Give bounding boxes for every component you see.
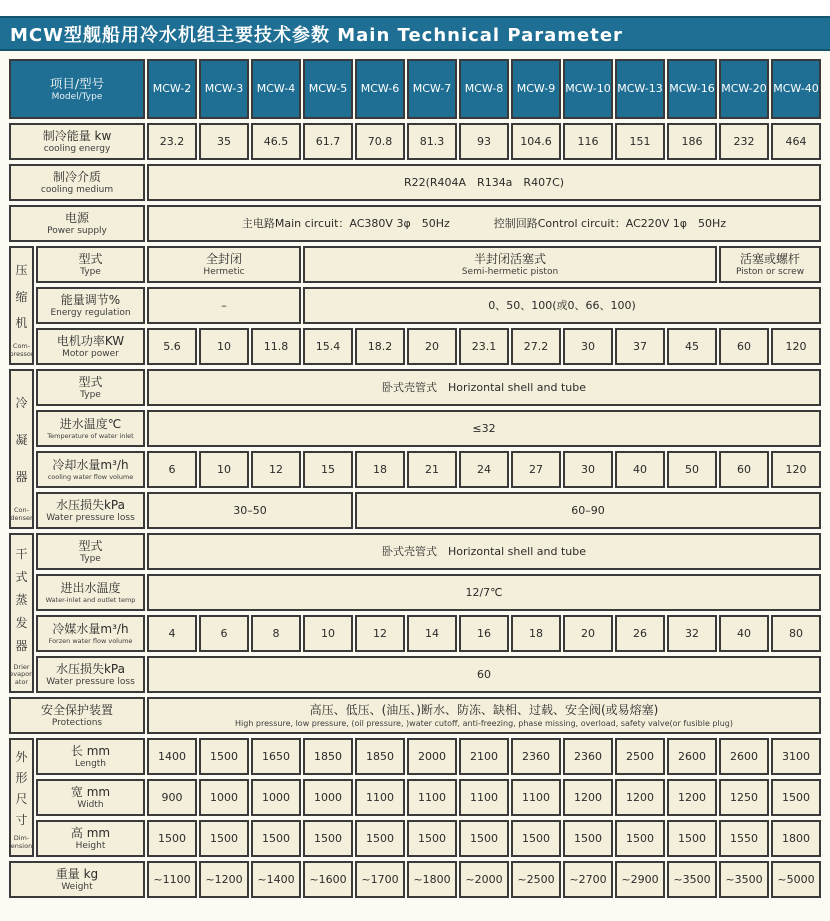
row-cells	[146, 449, 822, 490]
table-cell: 104.6	[511, 123, 561, 160]
row-cells	[146, 203, 822, 244]
row-label	[36, 410, 145, 447]
row-cells	[146, 326, 822, 367]
table-cell: 1250	[719, 779, 769, 816]
parameter-table	[8, 57, 822, 900]
table-row	[8, 121, 822, 162]
table-cell: 2600	[719, 738, 769, 775]
table-cell: MCW-3	[199, 59, 249, 119]
table-cell: 1500	[303, 820, 353, 857]
row-label-zh: 冷却水量m³/h	[52, 457, 129, 472]
page-title: MCW型舰船用冷水机组主要技术参数 Main Technical Parameter	[0, 16, 830, 51]
table-cell: MCW-5	[303, 59, 353, 119]
table-row	[8, 695, 822, 736]
table-cell: 120	[771, 451, 821, 488]
table-cell: 32	[667, 615, 717, 652]
table-section	[8, 57, 822, 244]
table-cell: 10	[199, 451, 249, 488]
row-label-en: Power supply	[47, 226, 107, 237]
table-cell: 4	[147, 615, 197, 652]
group-label-char: 器	[15, 639, 28, 654]
row-label-zh: 项目/型号	[49, 75, 105, 91]
table-section	[8, 531, 822, 695]
group-label-char: 器	[15, 469, 28, 484]
table-cell: 1500	[407, 820, 457, 857]
table-cell: 1500	[147, 820, 197, 857]
table-cell: 1000	[303, 779, 353, 816]
table-cell: MCW-2	[147, 59, 197, 119]
table-cell: MCW-40	[771, 59, 821, 119]
table-cell: 1100	[407, 779, 457, 816]
row-label	[36, 533, 145, 570]
section-rows	[35, 531, 822, 695]
row-label-zh: 电机功率KW	[56, 333, 125, 348]
row-label-en: Forzen water flow volume	[48, 636, 133, 645]
table-cell: 18	[511, 615, 561, 652]
group-label-en	[9, 664, 34, 688]
table-cell: 15	[303, 451, 353, 488]
section-rows	[8, 695, 822, 736]
table-cell: 11.8	[251, 328, 301, 365]
group-label-en	[11, 835, 32, 852]
table-cell: ~2900	[615, 861, 665, 898]
table-cell: 30	[563, 328, 613, 365]
row-label-en: Water pressure loss	[46, 677, 135, 688]
group-label	[9, 369, 34, 529]
table-cell: 46.5	[251, 123, 301, 160]
table-cell: 60	[147, 656, 821, 693]
row-cells	[146, 572, 822, 613]
table-cell: 卧式壳管式 Horizontal shell and tube	[147, 533, 821, 570]
table-row	[35, 572, 822, 613]
group-label-char: 寸	[15, 813, 28, 828]
row-label-en: Type	[80, 390, 101, 401]
table-cell: 27	[511, 451, 561, 488]
table-cell: 186	[667, 123, 717, 160]
group-label-char: 凝	[15, 433, 28, 448]
row-label-zh: 水压损失kPa	[55, 497, 125, 512]
table-section	[8, 367, 822, 531]
row-cells	[146, 777, 822, 818]
table-cell: 1850	[355, 738, 405, 775]
table-cell: 1500	[199, 820, 249, 857]
table-section	[8, 859, 822, 900]
table-cell: 93	[459, 123, 509, 160]
table-cell-zh: 高压、低压、(油压、)断水、防冻、缺相、过载、安全阀(或易熔塞)	[309, 703, 659, 718]
row-cells	[146, 244, 822, 285]
table-cell	[147, 246, 301, 283]
table-cell: ~1800	[407, 861, 457, 898]
table-cell: 2360	[511, 738, 561, 775]
table-cell: 24	[459, 451, 509, 488]
group-label-zh	[15, 251, 27, 343]
table-cell-en: Semi-hermetic piston	[461, 267, 559, 278]
table-cell: MCW-8	[459, 59, 509, 119]
table-row	[8, 162, 822, 203]
table-cell: 1500	[355, 820, 405, 857]
row-label	[36, 492, 145, 529]
row-label-en: Height	[75, 841, 106, 852]
row-label-zh: 进水温度℃	[59, 416, 122, 431]
row-cells	[146, 736, 822, 777]
table-cell: 1200	[563, 779, 613, 816]
row-label-en: cooling water flow volume	[47, 472, 134, 481]
table-cell-en: Hermetic	[203, 267, 245, 278]
row-label	[36, 615, 145, 652]
table-row	[35, 449, 822, 490]
table-cell: 1000	[199, 779, 249, 816]
table-cell: 2000	[407, 738, 457, 775]
row-label-en: Water pressure loss	[46, 513, 135, 524]
row-cells	[146, 613, 822, 654]
group-label-char: 式	[15, 570, 28, 585]
table-row	[8, 203, 822, 244]
row-label-zh: 型式	[78, 538, 103, 553]
table-cell: 60–90	[355, 492, 821, 529]
table-cell: MCW-16	[667, 59, 717, 119]
group-label-char: 蒸	[15, 593, 28, 608]
table-cell: MCW-13	[615, 59, 665, 119]
table-cell-zh: 半封闭活塞式	[473, 251, 546, 266]
group-label-char: 缩	[15, 289, 28, 304]
table-cell: ~1400	[251, 861, 301, 898]
row-label	[9, 205, 145, 242]
row-label	[36, 656, 145, 693]
group-label-char: 发	[15, 616, 28, 631]
table-cell	[147, 697, 821, 734]
table-cell: 1500	[667, 820, 717, 857]
table-cell: 1100	[459, 779, 509, 816]
table-row	[35, 736, 822, 777]
row-label-zh: 宽 mm	[70, 784, 111, 799]
table-cell: 8	[251, 615, 301, 652]
table-cell: 81.3	[407, 123, 457, 160]
row-label	[36, 738, 145, 775]
table-cell: 2100	[459, 738, 509, 775]
table-cell: 2500	[615, 738, 665, 775]
row-cells	[146, 654, 822, 695]
table-row	[35, 285, 822, 326]
group-label-char: 机	[15, 315, 28, 330]
group-label-en-line: Con-	[14, 506, 29, 515]
table-cell: 5.6	[147, 328, 197, 365]
table-cell: 21	[407, 451, 457, 488]
row-label	[9, 697, 145, 734]
row-label-zh: 高 mm	[70, 825, 111, 840]
row-label-en: Weight	[61, 882, 93, 893]
table-cell: R22(R404A R134a R407C)	[147, 164, 821, 201]
table-row	[8, 859, 822, 900]
row-label	[36, 574, 145, 611]
row-label-zh: 长 mm	[70, 743, 111, 758]
row-label-zh: 冷媒水量m³/h	[52, 621, 129, 636]
table-cell: 1500	[563, 820, 613, 857]
group-label-char: 干	[15, 546, 28, 561]
group-label-char: 形	[15, 771, 28, 786]
group-label	[9, 533, 34, 693]
table-cell: 1650	[251, 738, 301, 775]
group-label-en-line: Com-	[12, 342, 31, 351]
table-cell: 20	[407, 328, 457, 365]
row-label-en: cooling medium	[40, 185, 114, 196]
table-cell: 1500	[199, 738, 249, 775]
row-label	[36, 451, 145, 488]
table-cell: ~5000	[771, 861, 821, 898]
table-cell: 2600	[667, 738, 717, 775]
table-cell: 1500	[615, 820, 665, 857]
row-label-zh: 电源	[64, 210, 89, 225]
row-label	[36, 328, 145, 365]
table-cell: MCW-10	[563, 59, 613, 119]
row-label	[9, 59, 145, 119]
row-cells	[146, 57, 822, 121]
group-label-char: 尺	[15, 792, 28, 807]
group-label-en-line: denser	[10, 514, 33, 523]
group-label-en	[10, 507, 32, 524]
group-label-en-line: evapor-	[9, 670, 34, 679]
table-cell: ~1200	[199, 861, 249, 898]
table-cell: 3100	[771, 738, 821, 775]
table-cell: 61.7	[303, 123, 353, 160]
table-cell: ~2700	[563, 861, 613, 898]
table-cell: 12	[355, 615, 405, 652]
table-cell: 12/7℃	[147, 574, 821, 611]
group-label-en	[9, 343, 33, 360]
table-cell-en: Piston or screw	[735, 267, 805, 278]
group-label-en-line: Dim-	[13, 834, 30, 843]
row-label-en: Motor power	[62, 349, 119, 360]
table-cell: ~2000	[459, 861, 509, 898]
table-row	[8, 57, 822, 121]
group-label-zh	[15, 743, 27, 835]
table-cell: 40	[719, 615, 769, 652]
table-cell: 464	[771, 123, 821, 160]
table-cell: –	[147, 287, 301, 324]
table-cell: 1000	[251, 779, 301, 816]
row-cells	[146, 695, 822, 736]
table-cell: 10	[199, 328, 249, 365]
table-cell: 232	[719, 123, 769, 160]
table-cell: 0、50、100(或0、66、100)	[303, 287, 821, 324]
row-label-zh: 能量调节%	[60, 292, 121, 307]
table-cell: 1100	[355, 779, 405, 816]
table-cell: MCW-6	[355, 59, 405, 119]
table-cell: ~1100	[147, 861, 197, 898]
row-label	[36, 246, 145, 283]
table-row	[35, 408, 822, 449]
row-label	[36, 369, 145, 406]
table-row	[35, 777, 822, 818]
section-rows	[8, 859, 822, 900]
table-row	[35, 326, 822, 367]
table-cell: 151	[615, 123, 665, 160]
row-cells	[146, 162, 822, 203]
table-cell: ~1700	[355, 861, 405, 898]
group-label-en-line: Drier	[13, 662, 30, 671]
table-cell: ≤32	[147, 410, 821, 447]
row-label-zh: 型式	[78, 374, 103, 389]
table-cell: 18	[355, 451, 405, 488]
table-cell: MCW-7	[407, 59, 457, 119]
table-cell: MCW-4	[251, 59, 301, 119]
row-label-en: Model/Type	[51, 91, 103, 102]
row-cells	[146, 531, 822, 572]
table-cell: 10	[303, 615, 353, 652]
table-row	[35, 818, 822, 859]
table-cell: 15.4	[303, 328, 353, 365]
row-cells	[146, 408, 822, 449]
row-label-zh: 重量 kg	[55, 866, 99, 881]
table-cell: 116	[563, 123, 613, 160]
table-row	[35, 367, 822, 408]
group-label-en-line: pressor	[9, 350, 34, 359]
table-cell: 1500	[459, 820, 509, 857]
table-cell: 37	[615, 328, 665, 365]
table-cell: 120	[771, 328, 821, 365]
group-label-zh	[15, 538, 27, 664]
row-cells	[146, 367, 822, 408]
section-rows	[35, 736, 822, 859]
table-cell: ~3500	[667, 861, 717, 898]
group-label-zh	[15, 374, 27, 507]
table-cell: ~3500	[719, 861, 769, 898]
row-label	[9, 123, 145, 160]
table-cell: 1500	[511, 820, 561, 857]
group-label-en-line: ension	[10, 842, 33, 851]
section-rows	[35, 244, 822, 367]
table-cell: 16	[459, 615, 509, 652]
row-label	[36, 779, 145, 816]
table-cell: 1500	[251, 820, 301, 857]
table-cell: 1100	[511, 779, 561, 816]
row-label	[36, 820, 145, 857]
table-cell: 50	[667, 451, 717, 488]
row-label-en: Width	[77, 800, 104, 811]
table-cell: 23.1	[459, 328, 509, 365]
group-label-char: 压	[15, 263, 28, 278]
row-label-en: Protections	[51, 718, 103, 729]
row-label-en: Temperature of water inlet	[47, 431, 134, 440]
table-row	[35, 613, 822, 654]
table-cell: 60	[719, 451, 769, 488]
table-cell: 70.8	[355, 123, 405, 160]
section-rows	[35, 367, 822, 531]
table-cell: 18.2	[355, 328, 405, 365]
table-cell	[303, 246, 717, 283]
table-cell-zh: 全封闭	[205, 251, 242, 266]
table-cell: 6	[147, 451, 197, 488]
row-label-en: Energy regulation	[50, 308, 131, 319]
table-cell: 1200	[615, 779, 665, 816]
row-cells	[146, 818, 822, 859]
table-row	[35, 531, 822, 572]
row-label-en: Type	[80, 554, 101, 565]
table-cell: 30	[563, 451, 613, 488]
row-label-zh: 制冷能量 kw	[42, 128, 112, 143]
table-cell: ~2500	[511, 861, 561, 898]
row-label-en: Water-inlet and outlet temp	[45, 595, 136, 604]
row-label-zh: 制冷介质	[52, 169, 101, 184]
group-label-char: 外	[15, 749, 28, 764]
table-cell: 12	[251, 451, 301, 488]
row-label	[9, 164, 145, 201]
table-cell: 35	[199, 123, 249, 160]
group-label	[9, 246, 34, 365]
row-label	[36, 287, 145, 324]
table-cell: 1800	[771, 820, 821, 857]
row-label-en: Length	[74, 759, 107, 770]
row-label-zh: 进出水温度	[60, 580, 121, 595]
table-cell: ~1600	[303, 861, 353, 898]
table-section	[8, 695, 822, 736]
row-cells	[146, 121, 822, 162]
table-cell: 卧式壳管式 Horizontal shell and tube	[147, 369, 821, 406]
table-cell: 2360	[563, 738, 613, 775]
table-cell: 40	[615, 451, 665, 488]
row-cells	[146, 859, 822, 900]
table-cell: MCW-9	[511, 59, 561, 119]
table-cell: MCW-20	[719, 59, 769, 119]
table-cell: 1550	[719, 820, 769, 857]
row-label	[9, 861, 145, 898]
row-label-zh: 安全保护装置	[40, 702, 113, 717]
row-cells	[146, 285, 822, 326]
table-cell: 26	[615, 615, 665, 652]
table-cell-zh: 活塞或螺杆	[739, 251, 800, 266]
table-cell: 60	[719, 328, 769, 365]
row-label-zh: 水压损失kPa	[55, 661, 125, 676]
table-cell: 80	[771, 615, 821, 652]
table-cell: 45	[667, 328, 717, 365]
table-cell: 1200	[667, 779, 717, 816]
table-cell: 900	[147, 779, 197, 816]
table-cell: 1400	[147, 738, 197, 775]
group-label-char: 冷	[15, 396, 28, 411]
table-cell-en: High pressure, low pressure, (oil pressure, )water cutoff, anti-freezing, phase missing, overload, safety valve(or fusible plug)	[235, 718, 733, 728]
table-section	[8, 736, 822, 859]
table-row	[35, 654, 822, 695]
table-row	[35, 490, 822, 531]
row-label-en: cooling energy	[43, 144, 111, 155]
table-cell: 27.2	[511, 328, 561, 365]
row-label-zh: 型式	[78, 251, 103, 266]
table-cell: 30–50	[147, 492, 353, 529]
table-cell: 20	[563, 615, 613, 652]
table-cell: 1500	[771, 779, 821, 816]
group-label	[9, 738, 34, 857]
table-cell	[719, 246, 821, 283]
table-cell: 14	[407, 615, 457, 652]
table-section	[8, 244, 822, 367]
table-cell: 23.2	[147, 123, 197, 160]
table-row	[35, 244, 822, 285]
row-cells	[146, 490, 822, 531]
table-cell: 1850	[303, 738, 353, 775]
group-label-en-line: ator	[14, 678, 29, 687]
table-cell: 6	[199, 615, 249, 652]
section-rows	[8, 57, 822, 244]
table-cell: 主电路Main circuit：AC380V 3φ 50Hz 控制回路Control circuit：AC220V 1φ 50Hz	[147, 205, 821, 242]
row-label-en: Type	[80, 267, 101, 278]
